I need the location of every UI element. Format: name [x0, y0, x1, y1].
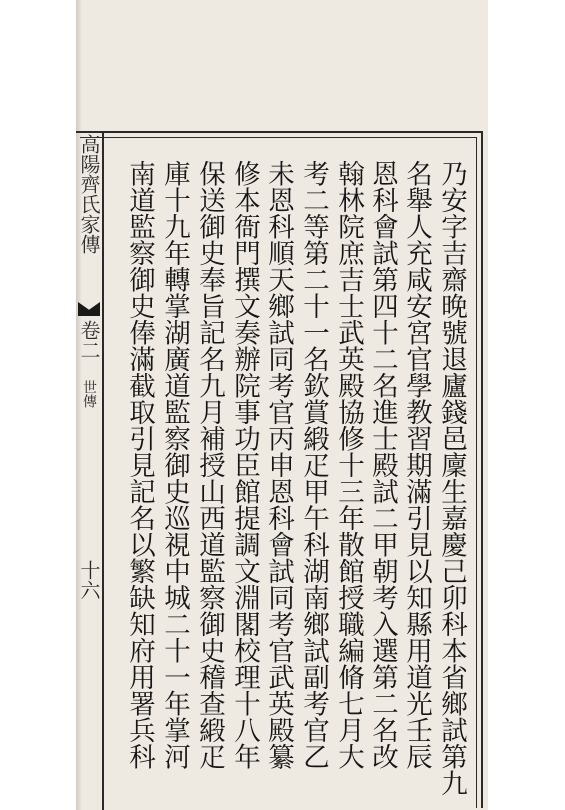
text-column-7: 修本衙門撰文奏辦院事功臣館提調文淵閣校理十八年: [229, 160, 260, 770]
text-column-9: 庫十九年轉掌湖廣道監察御史巡視中城二十一年掌河: [159, 160, 190, 770]
text-column-1: 乃安字吉齋晚號退廬錢邑廩生嘉慶己卯科本省鄉試第九: [436, 160, 467, 796]
text-column-5: 考二等第二十一名欽賞緞疋甲午科湖南鄉試副考官乙: [298, 160, 329, 770]
text-column-8: 保送御史奉旨記名九月補授山西道監察御史稽查緞疋: [194, 160, 225, 770]
text-column-6: 未恩科順天鄉試同考官丙申恩科會試同考官武英殿纂: [263, 160, 294, 770]
text-column-10: 南道監察御史俸滿截取引見記名以繁缺知府用署兵科: [124, 160, 155, 770]
section-label: 世傳: [81, 380, 97, 408]
book-title: 高陽齊氏家傳: [77, 134, 101, 254]
text-column-4: 翰林院庶吉士武英殿協修十三年散館授職編脩七月大: [333, 160, 364, 770]
page-number: 十六: [77, 560, 101, 600]
text-column-2: 名舉人充咸安宮官學教習期滿引見以知縣用道光壬辰: [401, 160, 432, 770]
text-column-3: 恩科會試第四十二名進士殿試二甲朝考入選第二名改: [367, 160, 398, 770]
volume-label: 卷二: [77, 320, 101, 360]
